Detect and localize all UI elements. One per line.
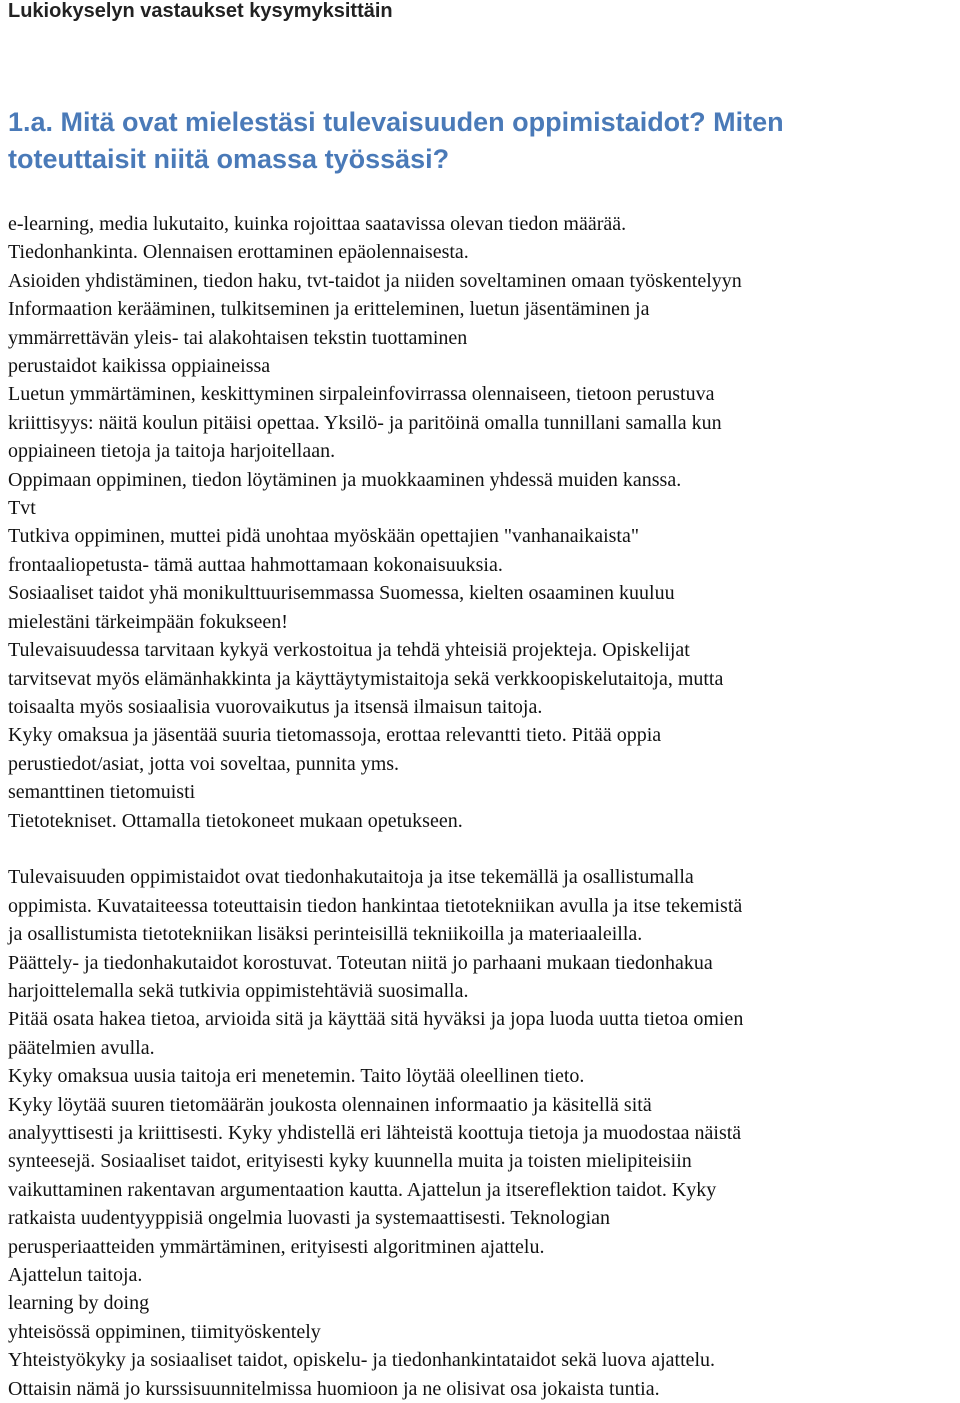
answer-line: perustaidot kaikissa oppiaineissa: [8, 355, 271, 378]
answer-line: vaikuttaminen rakentavan argumentaation kautta. Ajattelun ja itsereflektion taidot. Kyky: [8, 1178, 717, 1201]
answer-line: Tulevaisuudessa tarvitaan kykyä verkostoitua ja tehdä yhteisiä projekteja. Opiskelijat: [8, 639, 690, 662]
answer-line: Kyky omaksua ja jäsentää suuria tietomassoja, erottaa relevantti tieto. Pitää oppia: [8, 724, 662, 747]
answers-section: [8, 210, 958, 1403]
answer-line: kriittisyys: näitä koulun pitäisi opettaa. Yksilö- ja paritöinä omalla tunnillani samalla kun: [8, 411, 722, 434]
answer-line: Yhteistyökyky ja sosiaaliset taidot, opiskelu- ja tiedonhankintataidot sekä luova ajattelu.: [8, 1349, 716, 1372]
question-line-1: 1.a. Mitä ovat mielestäsi tulevaisuuden oppimistaidot? Miten: [8, 107, 784, 137]
document-title: Lukiokyselyn vastaukset kysymyksittäin: [8, 0, 393, 22]
answer-line: ratkaista uudentyyppisiä ongelmia luovasti ja systemaattisesti. Teknologian: [8, 1207, 611, 1230]
answer-line: harjoittelemalla sekä tutkivia oppimistehtäviä suosimalla.: [8, 979, 469, 1002]
answer-line: Luetun ymmärtäminen, keskittyminen sirpaleinfovirrassa olennaiseen, tietoon perustuva: [8, 383, 715, 406]
answer-line: Pitää osata hakea tietoa, arvioida sitä ja käyttää sitä hyväksi ja jopa luoda uutta tietoa omien: [8, 1008, 744, 1031]
answer-line: perusperiaatteiden ymmärtäminen, erityisesti algoritminen ajattelu.: [8, 1235, 545, 1258]
answer-line: Tietotekniset. Ottamalla tietokoneet mukaan opetukseen.: [8, 809, 463, 832]
answer-line: Tutkiva oppiminen, muttei pidä unohtaa myöskään opettajien "vanhanaikaista": [8, 525, 640, 548]
answer-line: Oppimaan oppiminen, tiedon löytäminen ja muokkaaminen yhdessä muiden kanssa.: [8, 468, 682, 491]
answer-line: päätelmien avulla.: [8, 1036, 155, 1059]
answer-line: learning by doing: [8, 1292, 150, 1315]
answer-line: toisaalta myös sosiaalisia vuorovaikutus ja itsensä ilmaisun taitoja.: [8, 695, 543, 718]
answer-line: Ajattelun taitoja.: [8, 1264, 143, 1287]
answer-line: oppimista. Kuvataiteessa toteuttaisin tiedon hankintaa tietotekniikan avulla ja itse tekemistä: [8, 894, 743, 917]
answer-line: Tulevaisuuden oppimistaidot ovat tiedonhakutaitoja ja itse tekemällä ja osallistumalla: [8, 866, 694, 889]
answer-line: Informaation kerääminen, tulkitseminen ja eritteleminen, luetun jäsentäminen ja: [8, 298, 650, 321]
answer-block-2: [8, 863, 958, 1403]
answer-line: Tiedonhankinta. Olennaisen erottaminen epäolennaisesta.: [8, 241, 469, 264]
answer-line: Tvt: [8, 497, 36, 520]
answer-line: Ottaisin nämä jo kurssisuunnitelmissa huomioon ja ne olisivat osa jokaista tuntia.: [8, 1377, 660, 1400]
answer-line: oppiaineen tietoja ja taitoja harjoitellaan.: [8, 440, 336, 463]
answer-line: mielestäni tärkeimpään fokukseen!: [8, 610, 288, 633]
answer-line: Asioiden yhdistäminen, tiedon haku, tvt-taidot ja niiden soveltaminen omaan työskentelyyn: [8, 269, 742, 292]
question-line-2: toteuttaisit niitä omassa työssäsi?: [8, 144, 450, 174]
answer-line: Kyky omaksua uusia taitoja eri menetemin. Taito löytää oleellinen tieto.: [8, 1065, 585, 1088]
answer-line: perustiedot/asiat, jotta voi soveltaa, punnita yms.: [8, 752, 400, 775]
answer-line: Päättely- ja tiedonhakutaidot korostuvat. Toteutan niitä jo parhaani mukaan tiedonhakua: [8, 951, 713, 974]
answer-line: ymmärrettävän yleis- tai alakohtaisen tekstin tuottaminen: [8, 326, 468, 349]
answer-line: Sosiaaliset taidot yhä monikulttuurisemmassa Suomessa, kielten osaaminen kuuluu: [8, 582, 675, 605]
answer-block-1: [8, 210, 958, 835]
answer-line: Kyky löytää suuren tietomäärän joukosta olennainen informaatio ja käsitellä sitä: [8, 1093, 652, 1116]
answer-line: analyyttisesti ja kriittisesti. Kyky yhdistellä eri lähteistä koottuja tietoja ja muodostaa näistä: [8, 1121, 742, 1144]
answer-line: frontaaliopetusta- tämä auttaa hahmottamaan kokonaisuuksia.: [8, 553, 503, 576]
question-heading: [8, 104, 948, 178]
paragraph-gap: [8, 835, 958, 863]
answer-line: e-learning, media lukutaito, kuinka rojoittaa saatavissa olevan tiedon määrää.: [8, 213, 627, 235]
answer-line: ja osallistumista tietotekniikan lisäksi perinteisillä tekniikoilla ja materiaaleilla.: [8, 923, 643, 946]
answer-line: synteesejä. Sosiaaliset taidot, erityisesti kyky kuunnella muita ja toisten mielipiteisiin: [8, 1150, 692, 1173]
answer-line: tarvitsevat myös elämänhakkinta ja käyttäytymistaitoja sekä verkkoopiskelutaitoja, mutta: [8, 667, 724, 690]
answer-line: semanttinen tietomuisti: [8, 781, 196, 804]
answer-line: yhteisössä oppiminen, tiimityöskentely: [8, 1320, 321, 1343]
